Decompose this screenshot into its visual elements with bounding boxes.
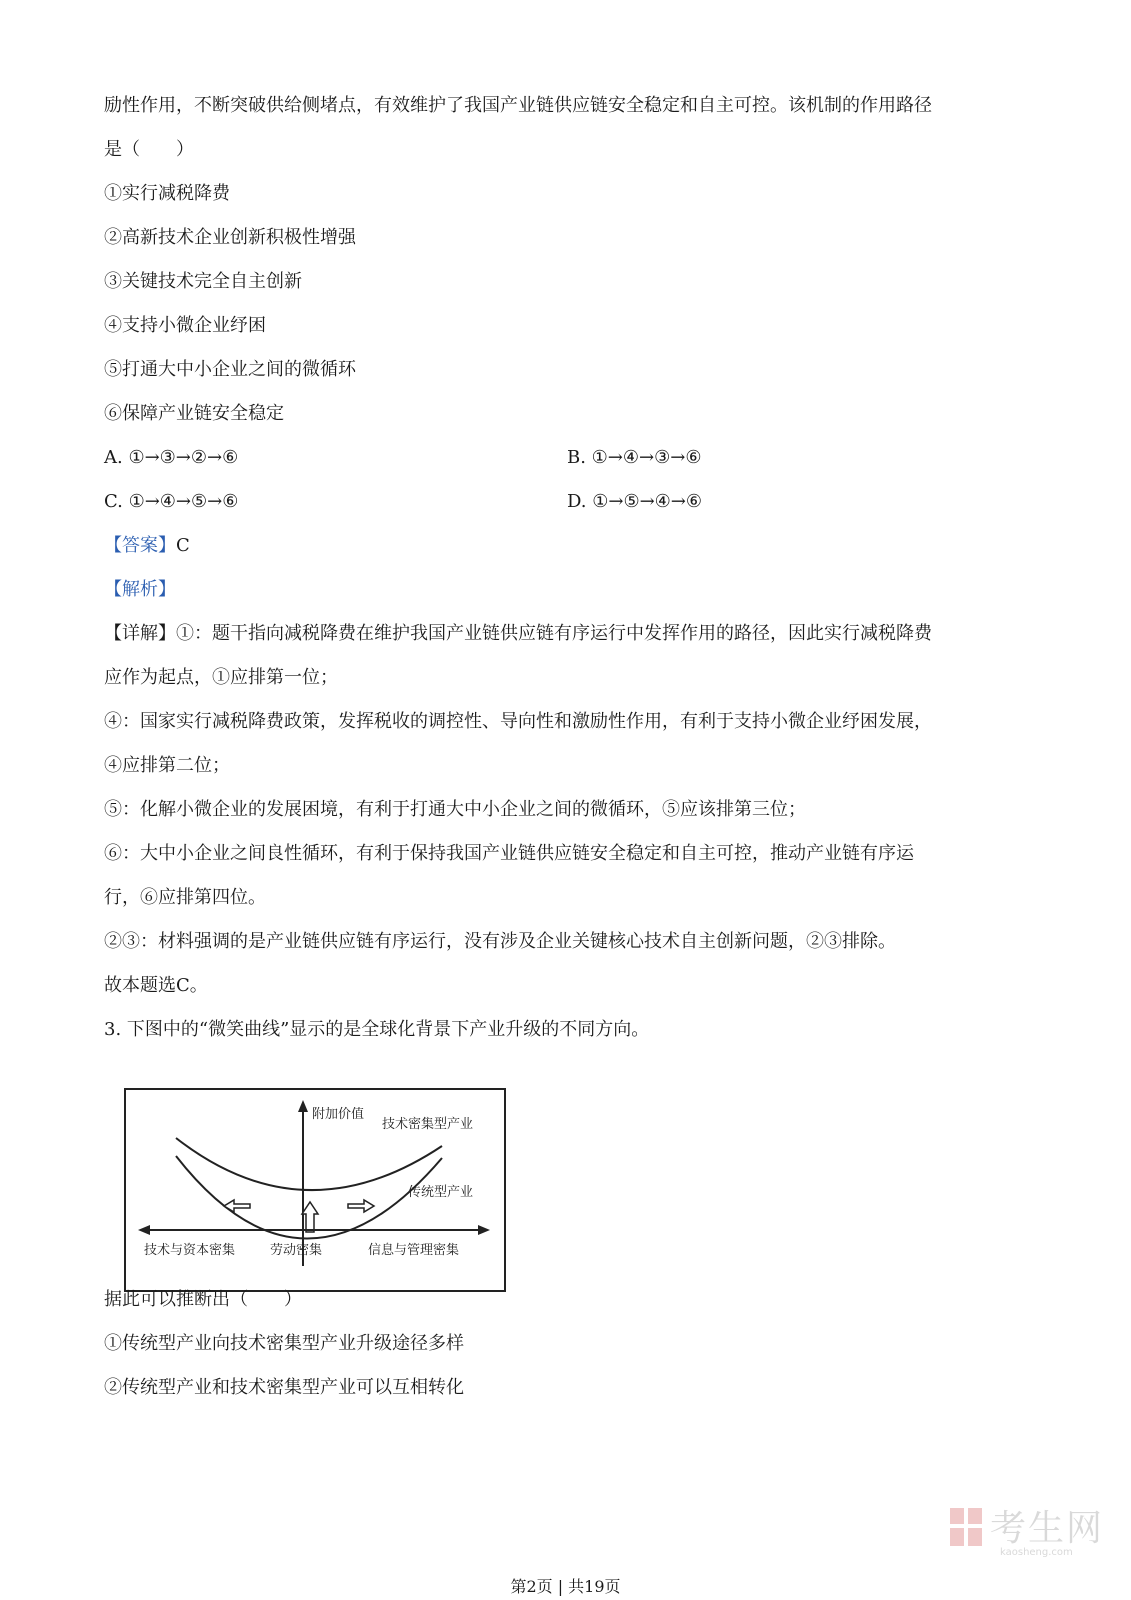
detail-label: 【详解】 <box>104 623 176 644</box>
option-b: B. ①→④→③→⑥ <box>567 447 702 468</box>
stem-continuation-line2: 是（ ） <box>104 139 194 160</box>
infer-line: 据此可以推断出（ ） <box>104 1289 302 1310</box>
item-2: ②高新技术企业创新积极性增强 <box>104 227 356 248</box>
detail-line3: ④：国家实行减税降费政策，发挥税收的调控性、导向性和激励性作用，有利于支持小微企业纾困发展， <box>104 711 932 732</box>
x-label-left: 技术与资本密集 <box>144 1243 236 1258</box>
option-d: D. ①→⑤→④→⑥ <box>567 491 703 512</box>
item-5: ⑤打通大中小企业之间的微循环 <box>104 359 356 380</box>
detail-line7: 行，⑥应排第四位。 <box>104 887 266 908</box>
stem-continuation-line1: 励性作用，不断突破供给侧堵点，有效维护了我国产业链供应链安全稳定和自主可控。该机制的作用路径 <box>104 95 932 116</box>
analysis-label: 【解析】 <box>104 579 176 600</box>
item-4: ④支持小微企业纾困 <box>104 315 266 336</box>
detail-line4: ④应排第二位； <box>104 755 230 776</box>
answer-label: 【答案】 <box>104 535 176 556</box>
lower-curve-label: 传统型产业 <box>408 1185 474 1200</box>
x-label-right: 信息与管理密集 <box>368 1243 460 1258</box>
watermark-logo-icon <box>948 1506 984 1548</box>
smile-curve-figure <box>124 1088 506 1292</box>
watermark-text: 考生网 <box>990 1508 1105 1549</box>
q3-statement-2: ②传统型产业和技术密集型产业可以互相转化 <box>104 1377 464 1398</box>
question-3-stem: 3. 下图中的“微笑曲线”显示的是全球化背景下产业升级的不同方向。 <box>104 1019 650 1040</box>
analysis-line <box>104 578 176 602</box>
page-footer: 第2页 | 共19页 <box>510 1577 621 1596</box>
item-1: ①实行减税降费 <box>104 183 230 204</box>
item-6: ⑥保障产业链安全稳定 <box>104 403 284 424</box>
detail-line2: 应作为起点，①应排第一位； <box>104 667 338 688</box>
detail-line8: ②③：材料强调的是产业链供应链有序运行，没有涉及企业关键核心技术自主创新问题，②③排除。 <box>104 931 896 952</box>
answer-value: C <box>176 535 190 556</box>
answer-line <box>104 534 190 558</box>
detail-text1: ①：题干指向减税降费在维护我国产业链供应链有序运行中发挥作用的路径，因此实行减税降费 <box>176 623 932 644</box>
option-c: C. ①→④→⑤→⑥ <box>104 491 239 512</box>
detail-line5: ⑤：化解小微企业的发展困境，有利于打通大中小企业之间的微循环，⑤应该排第三位； <box>104 799 806 820</box>
x-label-mid: 劳动密集 <box>270 1243 323 1258</box>
option-a: A. ①→③→②→⑥ <box>104 447 239 468</box>
y-axis-label: 附加价值 <box>312 1107 365 1122</box>
item-3: ③关键技术完全自主创新 <box>104 271 302 292</box>
detail-line1 <box>104 622 932 646</box>
q3-statement-1: ①传统型产业向技术密集型产业升级途径多样 <box>104 1333 464 1354</box>
watermark-subtext: kaosheng.com <box>1000 1547 1073 1558</box>
detail-line6: ⑥：大中小企业之间良性循环，有利于保持我国产业链供应链安全稳定和自主可控，推动产业链有序运 <box>104 843 914 864</box>
upper-curve-label: 技术密集型产业 <box>382 1117 474 1132</box>
detail-line9: 故本题选C。 <box>104 975 208 996</box>
